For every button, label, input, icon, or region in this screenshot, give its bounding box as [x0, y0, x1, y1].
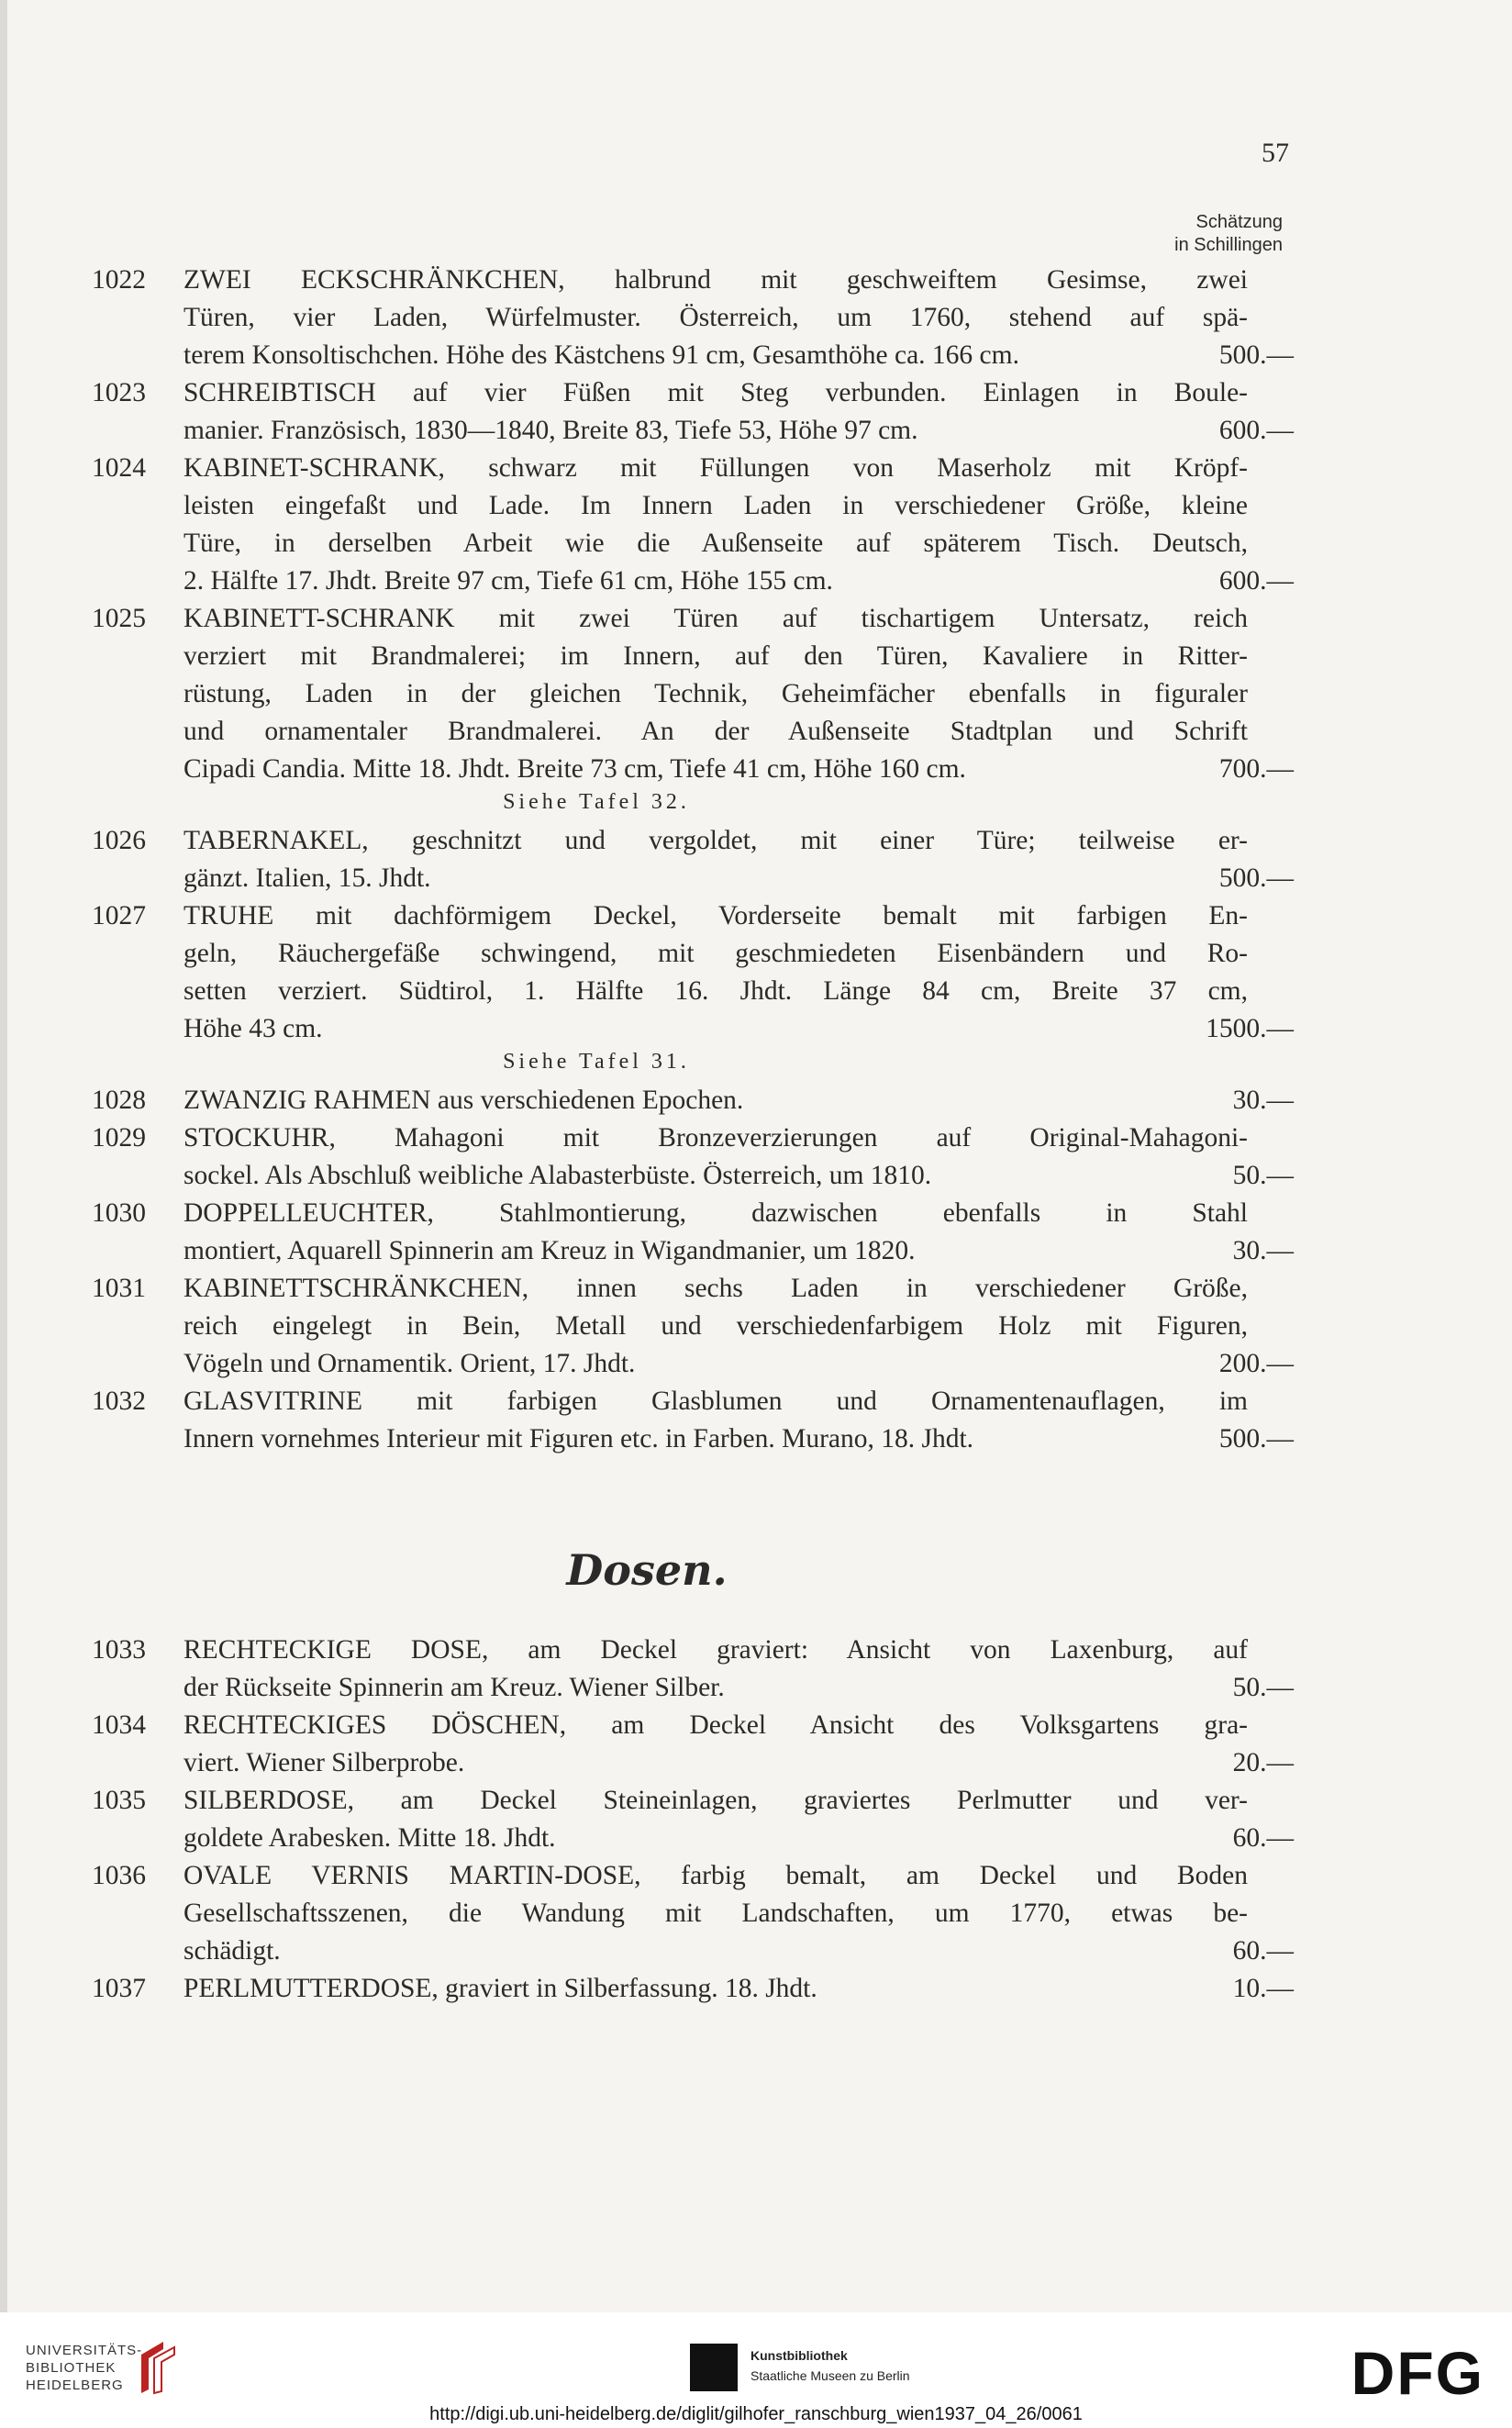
description-line	[183, 675, 1294, 713]
description-text: 2. Hälfte 17. Jhdt. Breite 97 cm, Tiefe 61 cm, Höhe 155 cm.	[183, 566, 833, 596]
kb-subtitle: Staatliche Museen zu Berlin	[750, 2368, 910, 2383]
university-line: BIBLIOTHEK	[26, 2360, 117, 2376]
description-text: KABINETT-SCHRANK mit zwei Türen auf tischartigem Untersatz, reich	[183, 604, 1248, 633]
description-line	[183, 1669, 1294, 1707]
description-text: Vögeln und Ornamentik. Orient, 17. Jhdt.	[183, 1349, 636, 1378]
description-line	[183, 299, 1294, 337]
catalog-entry	[83, 1383, 1294, 1458]
description-text: KABINET-SCHRANK, schwarz mit Füllungen von Maserholz mit Kröpf-	[183, 453, 1248, 483]
lot-description	[183, 1195, 1294, 1270]
lot-number: 1028	[92, 1086, 146, 1115]
description-line	[183, 1895, 1294, 1932]
kb-title: Kunstbibliothek	[750, 2348, 848, 2363]
description-text: RECHTECKIGE DOSE, am Deckel graviert: Ansicht von Laxenburg, auf	[183, 1635, 1248, 1665]
description-line	[183, 337, 1294, 374]
description-line	[183, 1195, 1294, 1232]
lot-number: 1022	[92, 265, 146, 295]
description-text: Türe, in derselben Arbeit wie die Außenseite auf späterem Tisch. Deutsch,	[183, 529, 1248, 558]
description-text: goldete Arabesken. Mitte 18. Jhdt.	[183, 1823, 556, 1853]
description-text: ZWEI ECKSCHRÄNKCHEN, halbrund mit geschweiftem Gesimse, zwei	[183, 265, 1248, 295]
description-text: setten verziert. Südtirol, 1. Hälfte 16. Jhdt. Länge 84 cm, Breite 37 cm,	[183, 976, 1248, 1006]
catalog-entry	[83, 1857, 1294, 1970]
lot-description	[183, 1707, 1294, 1782]
description-line	[183, 1970, 1294, 2008]
description-text: OVALE VERNIS MARTIN-DOSE, farbig bemalt, am Deckel und Boden	[183, 1861, 1248, 1890]
lot-description	[183, 1270, 1294, 1383]
description-line	[183, 822, 1294, 860]
lot-number: 1031	[92, 1274, 146, 1303]
lot-description	[183, 600, 1294, 788]
catalog-entry	[83, 1082, 1294, 1119]
description-text: PERLMUTTERDOSE, graviert in Silberfassung. 18. Jhdt.	[183, 1974, 817, 2003]
estimate-price: 1500.—	[1206, 1014, 1294, 1043]
plate-reference: Siehe Tafel 32.	[503, 790, 690, 814]
description-text: geln, Räuchergefäße schwingend, mit geschmiedeten Eisenbändern und Ro-	[183, 939, 1248, 968]
description-line	[183, 1820, 1294, 1857]
description-text: rüstung, Laden in der gleichen Technik, Geheimfächer ebenfalls in figuraler	[183, 679, 1248, 708]
description-line	[183, 751, 1294, 788]
description-text: Innern vornehmes Interieur mit Figuren etc. in Farben. Murano, 18. Jhdt.	[183, 1424, 974, 1453]
description-text: terem Konsoltischchen. Höhe des Kästchens 91 cm, Gesamthöhe ca. 166 cm.	[183, 340, 1019, 370]
description-line	[183, 525, 1294, 562]
description-line	[183, 1232, 1294, 1270]
lot-number: 1027	[92, 901, 146, 930]
description-line	[183, 1707, 1294, 1744]
lot-number: 1036	[92, 1861, 146, 1890]
catalog-entry	[83, 450, 1294, 600]
page-edge	[0, 0, 7, 2312]
description-line	[183, 1932, 1294, 1970]
lot-number: 1032	[92, 1387, 146, 1416]
section-heading: Dosen.	[566, 1545, 728, 1595]
description-line	[183, 374, 1294, 412]
description-line	[183, 487, 1294, 525]
description-text: SILBERDOSE, am Deckel Steineinlagen, graviertes Perlmutter und ver-	[183, 1786, 1248, 1815]
catalog-entry	[83, 822, 1294, 897]
plate-reference: Siehe Tafel 31.	[503, 1050, 690, 1074]
estimate-price: 500.—	[1218, 863, 1294, 893]
estimate-column-header	[1174, 211, 1283, 257]
estimate-price: 30.—	[1232, 1086, 1294, 1115]
description-line	[183, 973, 1294, 1010]
entry-group	[83, 822, 1294, 1048]
description-line	[183, 1420, 1294, 1458]
lot-description	[183, 1782, 1294, 1857]
catalog-entry	[83, 1632, 1294, 1707]
university-logo-icon	[136, 2338, 180, 2395]
lot-description	[183, 897, 1294, 1048]
catalog-entry	[83, 374, 1294, 450]
description-text: gänzt. Italien, 15. Jhdt.	[183, 863, 431, 893]
description-text: manier. Französisch, 1830—1840, Breite 83, Tiefe 53, Höhe 97 cm.	[183, 416, 918, 445]
lot-description	[183, 1383, 1294, 1458]
description-line	[183, 1383, 1294, 1420]
description-text: RECHTECKIGES DÖSCHEN, am Deckel Ansicht des Volksgartens gra-	[183, 1710, 1248, 1740]
kunstbibliothek-name	[750, 2345, 910, 2386]
lot-number: 1033	[92, 1635, 146, 1665]
description-line	[183, 1082, 1294, 1119]
description-line	[183, 562, 1294, 600]
estimate-price: 600.—	[1218, 566, 1294, 596]
description-text: reich eingelegt in Bein, Metall und verschiedenfarbigem Holz mit Figuren,	[183, 1311, 1248, 1341]
description-text: Gesellschaftsszenen, die Wandung mit Landschaften, um 1770, etwas be-	[183, 1899, 1248, 1928]
catalog-entry	[83, 262, 1294, 374]
page-number: 57	[1262, 138, 1289, 168]
lot-number: 1034	[92, 1710, 146, 1740]
description-line	[183, 1157, 1294, 1195]
description-line	[183, 935, 1294, 973]
description-line	[183, 1857, 1294, 1895]
description-text: Türen, vier Laden, Würfelmuster. Österreich, um 1760, stehend auf spä-	[183, 303, 1248, 332]
entry-group	[83, 1082, 1294, 1458]
catalog-entry	[83, 1707, 1294, 1782]
catalog-entry	[83, 897, 1294, 1048]
lot-description	[183, 1857, 1294, 1970]
description-text: TRUHE mit dachförmigem Deckel, Vorderseite bemalt mit farbigen En-	[183, 901, 1248, 930]
catalog-entry	[83, 1782, 1294, 1857]
description-line	[183, 262, 1294, 299]
description-text: KABINETTSCHRÄNKCHEN, innen sechs Laden in verschiedener Größe,	[183, 1274, 1248, 1303]
university-line: UNIVERSITÄTS-	[26, 2343, 143, 2358]
university-library-name	[26, 2342, 142, 2394]
description-line	[183, 1744, 1294, 1782]
description-line	[183, 450, 1294, 487]
description-line	[183, 600, 1294, 638]
estimate-price: 500.—	[1218, 1424, 1294, 1453]
estimate-price: 30.—	[1232, 1236, 1294, 1265]
lot-number: 1025	[92, 604, 146, 633]
kunstbibliothek-logo-icon	[690, 2344, 738, 2391]
description-line	[183, 1782, 1294, 1820]
estimate-price: 600.—	[1218, 416, 1294, 445]
lot-number: 1030	[92, 1198, 146, 1228]
description-text: der Rückseite Spinnerin am Kreuz. Wiener Silber.	[183, 1673, 725, 1702]
source-url: http://digi.ub.uni-heidelberg.de/diglit/gilhofer_ranschburg_wien1937_04_26/0061	[429, 2404, 1083, 2424]
description-line	[183, 860, 1294, 897]
lot-description	[183, 262, 1294, 374]
footer-bar	[0, 2312, 1512, 2428]
estimate-price: 60.—	[1232, 1936, 1294, 1966]
catalog-entry	[83, 1970, 1294, 2008]
dfg-logo: DFG	[1351, 2339, 1484, 2407]
estimate-price: 20.—	[1232, 1748, 1294, 1777]
estimate-header-line-2: in Schillingen	[1174, 235, 1283, 255]
description-text: Cipadi Candia. Mitte 18. Jhdt. Breite 73 cm, Tiefe 41 cm, Höhe 160 cm.	[183, 754, 966, 784]
description-text: schädigt.	[183, 1936, 281, 1966]
description-text: viert. Wiener Silberprobe.	[183, 1748, 465, 1777]
university-line: HEIDELBERG	[26, 2378, 124, 2393]
estimate-price: 200.—	[1218, 1349, 1294, 1378]
lot-number: 1037	[92, 1974, 146, 2003]
estimate-price: 10.—	[1232, 1974, 1294, 2003]
lot-description	[183, 374, 1294, 450]
lot-number: 1024	[92, 453, 146, 483]
description-text: sockel. Als Abschluß weibliche Alabasterbüste. Österreich, um 1810.	[183, 1161, 932, 1190]
entry-group	[83, 1632, 1294, 2008]
description-line	[183, 897, 1294, 935]
catalog-entry	[83, 600, 1294, 788]
description-text: und ornamentaler Brandmalerei. An der Außenseite Stadtplan und Schrift	[183, 717, 1248, 746]
lot-number: 1029	[92, 1123, 146, 1153]
description-line	[183, 1345, 1294, 1383]
estimate-header-line-1: Schätzung	[1195, 212, 1283, 232]
lot-number: 1023	[92, 378, 146, 407]
description-line	[183, 1308, 1294, 1345]
catalog-entry	[83, 1270, 1294, 1383]
lot-description	[183, 450, 1294, 600]
description-line	[183, 1632, 1294, 1669]
catalog-entry	[83, 1195, 1294, 1270]
description-text: SCHREIBTISCH auf vier Füßen mit Steg verbunden. Einlagen in Boule-	[183, 378, 1248, 407]
catalog-list	[83, 262, 1294, 2008]
lot-description	[183, 822, 1294, 897]
description-line	[183, 638, 1294, 675]
estimate-price: 700.—	[1218, 754, 1294, 784]
description-line	[183, 1119, 1294, 1157]
description-text: DOPPELLEUCHTER, Stahlmontierung, dazwischen ebenfalls in Stahl	[183, 1198, 1248, 1228]
description-line	[183, 1010, 1294, 1048]
description-text: montiert, Aquarell Spinnerin am Kreuz in Wigandmanier, um 1820.	[183, 1236, 916, 1265]
description-text: leisten eingefaßt und Lade. Im Innern Laden in verschiedener Größe, kleine	[183, 491, 1248, 520]
description-text: verziert mit Brandmalerei; im Innern, auf den Türen, Kavaliere in Ritter-	[183, 641, 1248, 671]
catalog-entry	[83, 1119, 1294, 1195]
description-text: TABERNAKEL, geschnitzt und vergoldet, mit einer Türe; teilweise er-	[183, 826, 1248, 855]
description-text: GLASVITRINE mit farbigen Glasblumen und Ornamentenauflagen, im	[183, 1387, 1248, 1416]
description-line	[183, 1270, 1294, 1308]
lot-description	[183, 1119, 1294, 1195]
lot-description	[183, 1632, 1294, 1707]
description-line	[183, 412, 1294, 450]
lot-number: 1026	[92, 826, 146, 855]
description-line	[183, 713, 1294, 751]
lot-description	[183, 1082, 1294, 1119]
lot-description	[183, 1970, 1294, 2008]
entry-group	[83, 262, 1294, 788]
description-text: STOCKUHR, Mahagoni mit Bronzeverzierungen auf Original-Mahagoni-	[183, 1123, 1248, 1153]
estimate-price: 50.—	[1232, 1161, 1294, 1190]
estimate-price: 50.—	[1232, 1673, 1294, 1702]
estimate-price: 60.—	[1232, 1823, 1294, 1853]
estimate-price: 500.—	[1218, 340, 1294, 370]
description-text: ZWANZIG RAHMEN aus verschiedenen Epochen.	[183, 1086, 744, 1115]
description-text: Höhe 43 cm.	[183, 1014, 323, 1043]
lot-number: 1035	[92, 1786, 146, 1815]
